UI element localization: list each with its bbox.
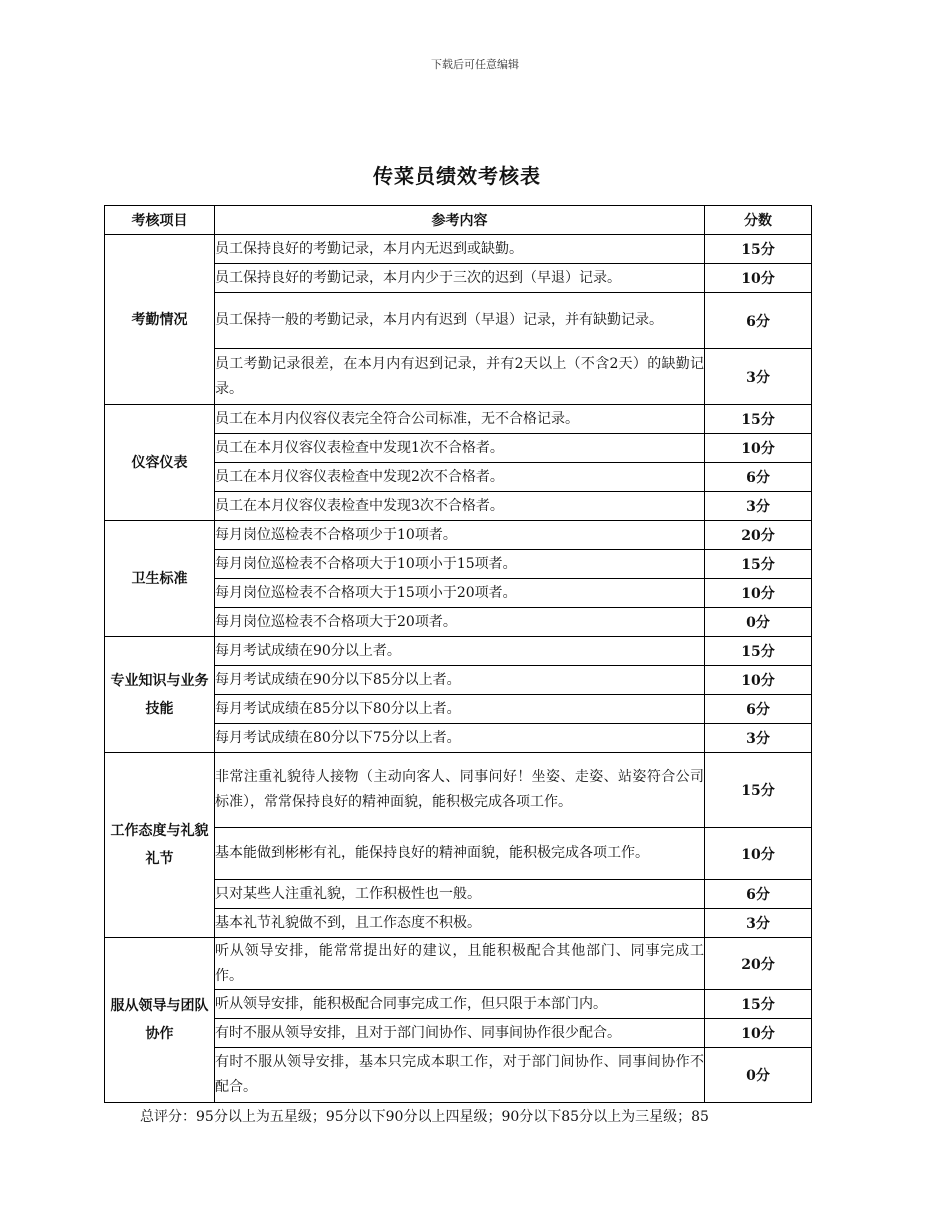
score-value: 15分 (705, 637, 812, 666)
criteria-text: 员工保持良好的考勤记录，本月内少于三次的迟到（早退）记录。 (215, 264, 705, 293)
criteria-text: 员工在本月内仪容仪表完全符合公司标准，无不合格记录。 (215, 405, 705, 434)
evaluation-item: 专业知识与业务技能 (105, 637, 215, 753)
score-value: 20分 (705, 521, 812, 550)
criteria-text: 每月考试成绩在80分以下75分以上者。 (215, 724, 705, 753)
criteria-text: 员工保持良好的考勤记录，本月内无迟到或缺勤。 (215, 235, 705, 264)
criteria-text: 每月岗位巡检表不合格项大于20项者。 (215, 608, 705, 637)
score-value: 10分 (705, 579, 812, 608)
criteria-text: 有时不服从领导安排，且对于部门间协作、同事间协作很少配合。 (215, 1019, 705, 1048)
criteria-text: 听从领导安排，能积极配合同事完成工作，但只限于本部门内。 (215, 990, 705, 1019)
table-header-row (105, 206, 812, 235)
score-value: 10分 (705, 828, 812, 880)
criteria-text: 员工在本月仪容仪表检查中发现2次不合格者。 (215, 463, 705, 492)
header-note: 下载后可任意编辑 (431, 58, 519, 71)
score-value: 6分 (705, 463, 812, 492)
table-row (105, 235, 812, 264)
score-value: 3分 (705, 349, 812, 405)
evaluation-table (104, 205, 812, 1103)
table-row (105, 753, 812, 828)
criteria-text: 每月考试成绩在90分以下85分以上者。 (215, 666, 705, 695)
table-row (105, 405, 812, 434)
score-value: 3分 (705, 909, 812, 938)
evaluation-item: 服从领导与团队协作 (105, 938, 215, 1103)
criteria-text: 基本能做到彬彬有礼，能保持良好的精神面貌，能积极完成各项工作。 (215, 828, 705, 880)
criteria-text: 只对某些人注重礼貌，工作积极性也一般。 (215, 880, 705, 909)
criteria-text: 每月考试成绩在90分以上者。 (215, 637, 705, 666)
criteria-text: 员工考勤记录很差，在本月内有迟到记录，并有2天以上（不含2天）的缺勤记录。 (215, 349, 705, 405)
column-header-score: 分数 (705, 206, 812, 235)
page-title: 传菜员绩效考核表 (373, 164, 541, 188)
score-value: 15分 (705, 753, 812, 828)
total-score-note: 总评分：95分以上为五星级；95分以下90分以上四星级；90分以下85分以上为三星级；85 (140, 1109, 709, 1125)
criteria-text: 每月岗位巡检表不合格项大于10项小于15项者。 (215, 550, 705, 579)
score-value: 6分 (705, 695, 812, 724)
criteria-text: 员工在本月仪容仪表检查中发现1次不合格者。 (215, 434, 705, 463)
column-header-content: 参考内容 (215, 206, 705, 235)
score-value: 15分 (705, 550, 812, 579)
score-value: 0分 (705, 1048, 812, 1103)
score-value: 15分 (705, 990, 812, 1019)
criteria-text: 听从领导安排，能常常提出好的建议，且能积极配合其他部门、同事完成工作。 (215, 938, 705, 990)
criteria-text: 员工保持一般的考勤记录，本月内有迟到（早退）记录，并有缺勤记录。 (215, 293, 705, 349)
score-value: 10分 (705, 264, 812, 293)
score-value: 10分 (705, 666, 812, 695)
score-value: 15分 (705, 405, 812, 434)
table-body (105, 235, 812, 1103)
score-value: 10分 (705, 1019, 812, 1048)
criteria-text: 每月岗位巡检表不合格项大于15项小于20项者。 (215, 579, 705, 608)
criteria-text: 基本礼节礼貌做不到，且工作态度不积极。 (215, 909, 705, 938)
criteria-text: 员工在本月仪容仪表检查中发现3次不合格者。 (215, 492, 705, 521)
criteria-text: 每月岗位巡检表不合格项少于10项者。 (215, 521, 705, 550)
score-value: 6分 (705, 880, 812, 909)
score-value: 0分 (705, 608, 812, 637)
criteria-text: 有时不服从领导安排，基本只完成本职工作，对于部门间协作、同事间协作不配合。 (215, 1048, 705, 1103)
column-header-item: 考核项目 (105, 206, 215, 235)
table-row (105, 521, 812, 550)
evaluation-item: 考勤情况 (105, 235, 215, 405)
table-row (105, 938, 812, 990)
criteria-text: 非常注重礼貌待人接物（主动向客人、同事问好！坐姿、走姿、站姿符合公司标准），常常保持良好的精神面貌，能积极完成各项工作。 (215, 753, 705, 828)
score-value: 3分 (705, 492, 812, 521)
score-value: 3分 (705, 724, 812, 753)
score-value: 6分 (705, 293, 812, 349)
criteria-text: 每月考试成绩在85分以下80分以上者。 (215, 695, 705, 724)
evaluation-item: 工作态度与礼貌礼节 (105, 753, 215, 938)
score-value: 20分 (705, 938, 812, 990)
evaluation-item: 卫生标准 (105, 521, 215, 637)
evaluation-item: 仪容仪表 (105, 405, 215, 521)
score-value: 10分 (705, 434, 812, 463)
table-row (105, 637, 812, 666)
score-value: 15分 (705, 235, 812, 264)
